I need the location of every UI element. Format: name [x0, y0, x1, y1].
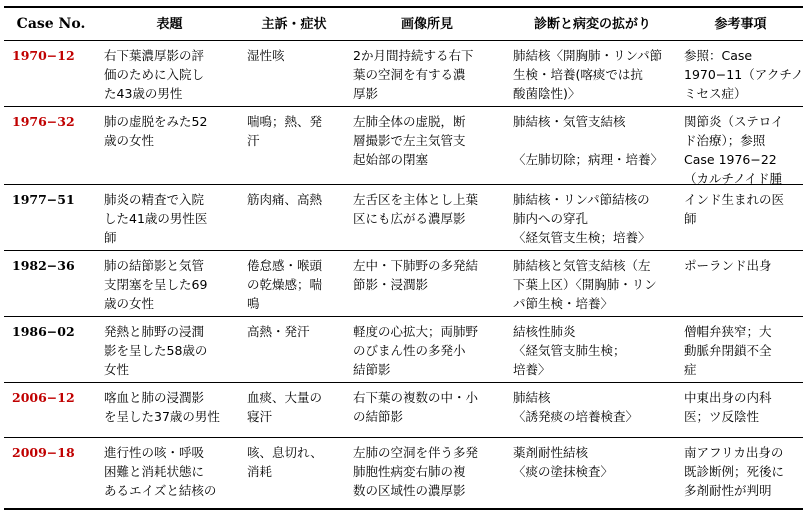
diagnosis-line: 結核性肺炎 — [513, 324, 576, 339]
title-line: あるエイズと結核の — [104, 483, 217, 498]
title-line: 肺の虚脱をみた52 — [104, 114, 208, 129]
cell-notes — [678, 438, 803, 508]
header-title: 表題 — [156, 16, 183, 32]
imaging-line: 層撮影で左主気管支 — [353, 133, 466, 148]
diagnosis-line: 〈左肺切除；病理・培養〉 — [513, 152, 664, 167]
notes-line: 僧帽弁狭窄；大 — [684, 324, 772, 339]
cell-notes — [678, 185, 803, 250]
imaging-line: 軽度の心拡大；両肺野 — [353, 324, 479, 339]
title-line: 喀血と肺の浸潤影 — [104, 390, 205, 405]
cell-imaging — [347, 185, 507, 250]
case-table — [4, 6, 803, 510]
symptoms-line: 鳴 — [247, 296, 260, 311]
cell-diagnosis — [507, 185, 678, 250]
notes-line: 動脈弁閉鎖不全 — [684, 343, 772, 358]
imaging-line: 左肺全体の虚脱，断 — [353, 114, 466, 129]
cell-case-no: 1982−36 — [12, 258, 75, 273]
cell-case-no: 2009−18 — [12, 445, 75, 460]
table-row — [4, 383, 803, 438]
cell-symptoms — [241, 41, 347, 106]
notes-line: 症 — [684, 362, 697, 377]
notes-line: 中東出身の内科 — [684, 390, 772, 405]
notes-line: ポーランド出身 — [684, 258, 772, 273]
imaging-line: 厚影 — [353, 86, 379, 101]
title-line: 進行性の咳・呼吸 — [104, 445, 205, 460]
notes-line: 関節炎（ステロイ — [684, 114, 784, 129]
symptoms-line: 咳、息切れ、 — [247, 445, 323, 460]
diagnosis-line: 下葉上区）〈開胸肺・リン — [513, 277, 657, 292]
diagnosis-line: 〈経気管支生検；培養〉 — [513, 230, 651, 245]
symptoms-line: の乾燥感；喘 — [247, 277, 323, 292]
cell-notes — [678, 251, 803, 316]
title-line: 女性 — [104, 362, 130, 377]
symptoms-line: 湿性咳 — [247, 48, 285, 63]
cell-title — [98, 41, 241, 106]
diagnosis-line: 〈経気管支肺生検； — [513, 343, 626, 358]
cell-title — [98, 383, 241, 437]
notes-line: 医；ツ反陰性 — [684, 409, 760, 424]
diagnosis-line: 培養〉 — [513, 362, 551, 377]
cell-case-no: 1976−32 — [12, 114, 75, 129]
cell-symptoms — [241, 383, 347, 437]
header-case-no: Case No. — [16, 15, 86, 32]
symptoms-line: 筋肉痛、高熱 — [247, 192, 323, 207]
notes-line: 参照：Case — [684, 48, 753, 63]
title-line: 価のために入院し — [104, 67, 205, 82]
table-row — [4, 317, 803, 383]
title-line: した41歳の男性医 — [104, 211, 208, 226]
title-line: 困難と消耗状態に — [104, 464, 205, 479]
symptoms-line: 倦怠感・喉頭 — [247, 258, 323, 273]
notes-line: 南アフリカ出身の — [684, 445, 784, 460]
imaging-line: 起始部の閉塞 — [353, 152, 429, 167]
notes-line: Case 1976−22 — [684, 152, 777, 167]
diagnosis-line: 薬剤耐性結核 — [513, 445, 589, 460]
cell-symptoms — [241, 185, 347, 250]
cell-notes — [678, 383, 803, 437]
notes-line: 既診断例；死後に — [684, 464, 785, 479]
cell-imaging — [347, 107, 507, 184]
diagnosis-line: 〈誘発痰の培養検査〉 — [513, 409, 639, 424]
cell-diagnosis — [507, 251, 678, 316]
cell-imaging — [347, 251, 507, 316]
notes-line: （カルチノイド腫 — [684, 171, 783, 186]
table-body — [4, 41, 803, 508]
notes-line: 師 — [684, 211, 697, 226]
diagnosis-line: パ節生検・培養〉 — [513, 296, 614, 311]
cell-diagnosis — [507, 317, 678, 382]
cell-case-no: 1986−02 — [12, 324, 75, 339]
cell-symptoms — [241, 438, 347, 508]
imaging-line: 左舌区を主体とし上葉 — [353, 192, 479, 207]
cell-notes — [678, 41, 803, 106]
diagnosis-line: 肺結核・リンパ節結核の — [513, 192, 650, 207]
imaging-line: 左肺の空洞を伴う多発 — [353, 445, 479, 460]
table-row — [4, 107, 803, 185]
notes-line: インド生まれの医 — [684, 192, 785, 207]
symptoms-line: 消耗 — [247, 464, 273, 479]
symptoms-line: 寝汗 — [247, 409, 273, 424]
table-row — [4, 41, 803, 107]
header-imaging: 画像所見 — [400, 16, 453, 32]
cell-diagnosis — [507, 107, 678, 184]
header-notes: 参考事項 — [714, 16, 767, 32]
diagnosis-line: 〈痰の塗抹検査〉 — [513, 464, 614, 479]
title-line: 歳の女性 — [104, 296, 155, 311]
imaging-line: 右下葉の複数の中・小 — [353, 390, 479, 405]
cell-symptoms — [241, 107, 347, 184]
diagnosis-line — [513, 131, 674, 150]
title-line: 師 — [104, 230, 117, 245]
table-header — [4, 8, 803, 41]
cell-case-no: 1977−51 — [12, 192, 75, 207]
cell-diagnosis — [507, 383, 678, 437]
diagnosis-line: 肺結核と気管支結核（左 — [513, 258, 651, 273]
diagnosis-line: 酸菌陰性)〉 — [513, 86, 581, 101]
symptoms-line: 血痰、大量の — [247, 390, 323, 405]
imaging-line: 区にも広がる濃厚影 — [353, 211, 466, 226]
diagnosis-line: 肺結核〈開胸肺・リンパ節 — [513, 48, 663, 63]
imaging-line: の結節影 — [353, 409, 404, 424]
cell-symptoms — [241, 317, 347, 382]
cell-symptoms — [241, 251, 347, 316]
symptoms-line: 汗 — [247, 133, 260, 148]
title-line: 発熱と肺野の浸潤 — [104, 324, 205, 339]
cell-title — [98, 317, 241, 382]
cell-imaging — [347, 317, 507, 382]
header-diagnosis: 診断と病変の拡がり — [533, 16, 651, 32]
diagnosis-line: 生検・培養(喀痰では抗 — [513, 67, 643, 82]
imaging-line: 数の区域性の濃厚影 — [353, 483, 466, 498]
diagnosis-line: 肺結核・気管支結核 — [513, 114, 626, 129]
cell-title — [98, 107, 241, 184]
title-line: 支閉塞を呈した69 — [104, 277, 208, 292]
imaging-line: 結節影 — [353, 362, 391, 377]
cell-title — [98, 251, 241, 316]
title-line: 肺の結節影と気管 — [104, 258, 205, 273]
cell-imaging — [347, 383, 507, 437]
imaging-line: 節影・浸潤影 — [353, 277, 429, 292]
cell-title — [98, 185, 241, 250]
cell-diagnosis — [507, 41, 678, 106]
notes-line: 多剤耐性が判明 — [684, 483, 772, 498]
notes-line: ド治療）；参照 — [684, 133, 766, 148]
cell-imaging — [347, 41, 507, 106]
title-line: 歳の女性 — [104, 133, 155, 148]
header-symptoms: 主訴・症状 — [261, 16, 327, 32]
cell-diagnosis — [507, 438, 678, 508]
table-row — [4, 251, 803, 317]
cell-imaging — [347, 438, 507, 508]
cell-notes — [678, 317, 803, 382]
notes-line: ミセス症） — [684, 86, 747, 101]
diagnosis-line: 肺結核 — [513, 390, 551, 405]
title-line: 右下葉濃厚影の評 — [104, 48, 205, 63]
title-line: た43歳の男性 — [104, 86, 183, 101]
title-line: 肺炎の精査で入院 — [104, 192, 205, 207]
table-row — [4, 185, 803, 251]
title-line: 影を呈した58歳の — [104, 343, 208, 358]
title-line: を呈した37歳の男性 — [104, 409, 220, 424]
imaging-line: のびまん性の多発小 — [353, 343, 466, 358]
symptoms-line: 喘鳴；熱、発 — [247, 114, 323, 129]
symptoms-line: 高熱・発汗 — [247, 324, 310, 339]
cell-notes — [678, 107, 803, 184]
diagnosis-line: 肺内への穿孔 — [513, 211, 589, 226]
imaging-line: 左中・下肺野の多発結 — [353, 258, 479, 273]
imaging-line: 2か月間持続する右下 — [353, 48, 474, 63]
table-row — [4, 438, 803, 508]
cell-case-no: 1970−12 — [12, 48, 75, 63]
imaging-line: 葉の空洞を有する濃 — [353, 67, 466, 82]
cell-case-no: 2006−12 — [12, 390, 75, 405]
notes-line: 1970−11（アクチノ — [684, 67, 804, 82]
imaging-line: 肺胞性病変右肺の複 — [353, 464, 466, 479]
cell-title — [98, 438, 241, 508]
